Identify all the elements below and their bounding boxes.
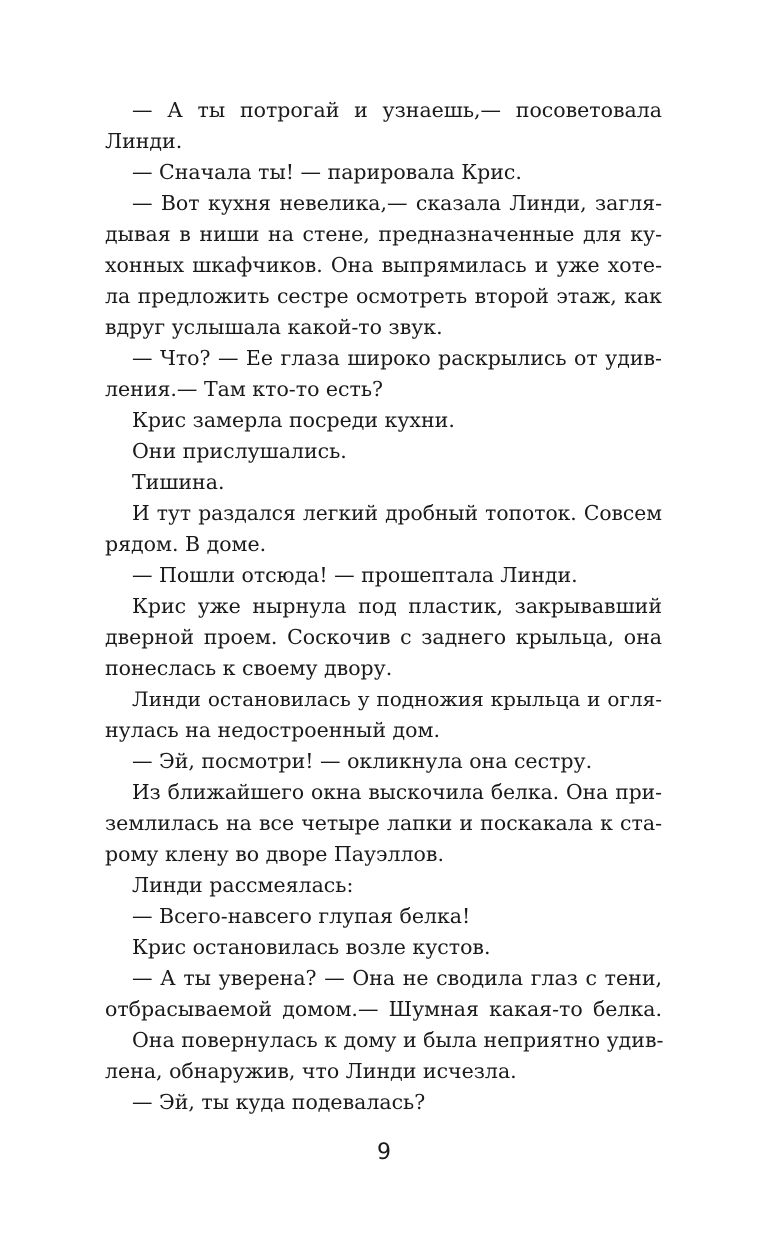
text-line: — Эй, ты куда подевалась? — [132, 1090, 426, 1114]
text-line: — Что? — Ее глаза широко раскрылись от удив- — [132, 346, 662, 370]
text-line: — Пошли отсюда! — прошептала Линди. — [132, 563, 578, 587]
text-line: Она повернулась к дому и была неприятно удив- — [132, 1028, 664, 1052]
text-line: рому клену во дворе Пауэллов. — [105, 842, 444, 866]
text-line: — Эй, посмотри! — окликнула она сестру. — [132, 749, 593, 773]
text-line: Линди остановилась у подножия крыльца и огля- — [132, 687, 662, 711]
text-line: И тут раздался легкий дробный топоток. Совсем — [132, 501, 662, 525]
text-line: землилась на все четыре лапки и поскакала к ста- — [105, 811, 662, 835]
text-line: рядом. В доме. — [105, 532, 267, 556]
text-line: лена, обнаружив, что Линди исчезла. — [105, 1059, 517, 1083]
text-line: нулась на недостроенный дом. — [105, 718, 440, 742]
text-line: Тишина. — [132, 470, 225, 494]
text-line: вдруг услышала какой-то звук. — [105, 315, 443, 339]
text-line: ла предложить сестре осмотреть второй этаж, как — [105, 284, 662, 308]
text-line: дверной проем. Соскочив с заднего крыльца, она — [105, 625, 662, 649]
text-line: хонных шкафчиков. Она выпрямилась и уже хоте- — [105, 253, 662, 277]
text-line: — А ты уверена? — Она не сводила глаз с тени, — [132, 966, 662, 990]
text-line: — А ты потрогай и узнаешь,— посоветовала — [132, 98, 662, 122]
text-line: Крис уже нырнула под пластик, закрывавший — [132, 594, 662, 618]
text-line: Они прислушались. — [132, 439, 347, 463]
text-line: Линди. — [105, 129, 183, 153]
text-line: Из ближайшего окна выскочила белка. Она при- — [132, 780, 662, 804]
text-line: — Вот кухня невелика,— сказала Линди, загля- — [132, 191, 662, 215]
text-line: Крис замерла посреди кухни. — [132, 408, 455, 432]
text-line: Линди рассмеялась: — [132, 873, 354, 897]
text-line: дывая в ниши на стене, предназначенные для ку- — [105, 222, 662, 246]
text-line: отбрасываемой домом.— Шумная какая-то белка. — [105, 997, 662, 1021]
text-line: Крис остановилась возле кустов. — [132, 935, 491, 959]
text-line: ления.— Там кто-то есть? — [105, 377, 384, 401]
page-number: 9 — [377, 1140, 391, 1165]
text-line: понеслась к своему двору. — [105, 656, 393, 680]
page-text — [105, 95, 662, 1118]
text-line: — Сначала ты! — парировала Крис. — [132, 160, 522, 184]
text-line: — Всего-навсего глупая белка! — [132, 904, 471, 928]
